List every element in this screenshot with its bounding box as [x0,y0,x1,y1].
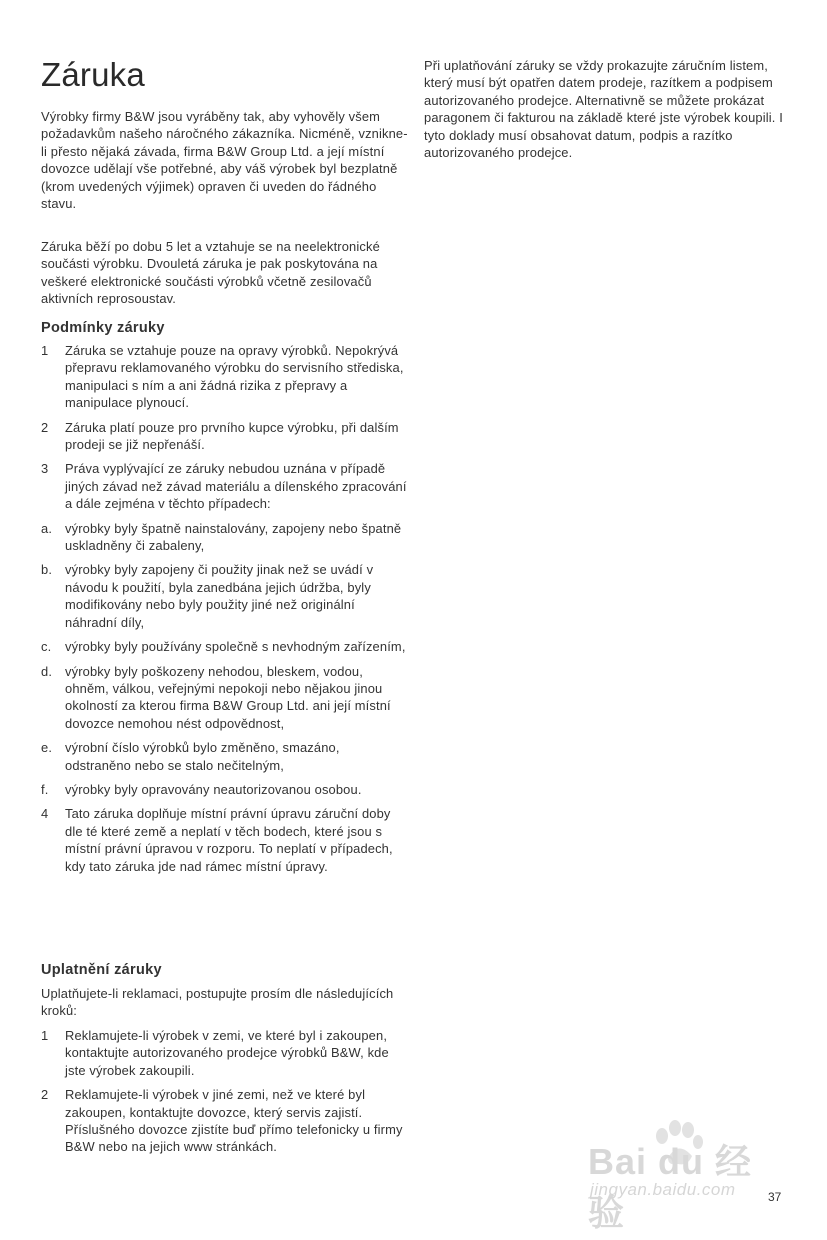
page-number: 37 [768,1190,782,1204]
intro-paragraph-1: Výrobky firmy B&W jsou vyráběny tak, aby vyhověly všem požadavkům našeho náročného zákazníka. Nicméně, vznikne-li přesto nějaká závada, firma B&W Group Ltd. a její místní dovozce udělají vše potřebné, aby váš výrobek byl bezplatně (krom uvedených výjimek) opraven či uveden do řádného stavu. [41,109,408,212]
list-item [41,781,409,798]
list-item [41,638,409,655]
list-item [41,663,409,733]
right-column-paragraph: Při uplatňování záruky se vždy prokazujte záručním listem, který musí být opatřen datem prodeje, razítkem a podpisem autorizovaného prodejce. Alternativně se můžete prokázat paragonem či fakturou na základě které jste výrobek koupili. I tyto doklady musí obsahovat datum, podpis a razítko autorizovaného prodejce. [424,58,783,161]
list-marker: 2 [41,419,49,435]
list-item-text: Reklamujete-li výrobek v jiné zemi, než ve které byl zakoupen, kontaktujte dovozce, který servis zajistí. Příslušného dovozce zjistíte buď přímo telefonicky u firmy B&W nebo na jejich www stránkách. [65,1087,403,1155]
baidu-watermark [588,1118,776,1233]
list-item-text: výrobky byly špatně nainstalovány, zapojeny nebo špatně uskladněny či zabaleny, [65,520,402,554]
list-marker: 1 [41,1028,49,1043]
page-title: Záruka [41,56,145,93]
list-item [41,1086,409,1156]
claim-heading: Uplatnění záruky [41,962,162,978]
conditions-heading: Podmínky záruky [41,320,165,336]
list-item-text: výrobní číslo výrobků bylo změněno, smazáno, odstraněno nebo se stalo nečitelným, [65,740,340,773]
list-marker: 4 [41,806,49,822]
list-item [41,342,409,412]
list-item [41,805,409,875]
list-marker: f. [41,781,49,797]
list-marker: 2 [41,1087,49,1103]
list-item-text: výrobky byly poškozeny nehodou, bleskem, vodou, ohněm, válkou, veřejnými nepokoji nebo nějakou jinou okolností za kterou firma B&W Group Ltd. ani její místní dovozce nemohou nést odpovědnost, [65,663,391,731]
list-item [41,460,409,512]
claim-list [41,1027,409,1163]
list-marker: 1 [41,343,49,358]
list-item-text: Záruka se vztahuje pouze na opravy výrobků. Nepokrývá přepravu reklamovaného výrobku do servisního střediska, manipulaci s ním a ani žádná rizika z přepravy a manipulace plynoucí. [65,343,404,411]
intro-paragraph-2: Záruka běží po dobu 5 let a vztahuje se na neelektronické součásti výrobku. Dvouletá záruka je pak poskytována na veškeré elektronické součásti výrobků včetně zesilovačů aktivních reprosoustav. [41,239,380,307]
list-marker: c. [41,639,52,655]
list-item-text: Záruka platí pouze pro prvního kupce výrobku, při dalším prodeji se již nepřenáší. [65,419,399,453]
list-item [41,419,409,454]
list-item-text: Tato záruka doplňuje místní právní úpravu záruční doby dle té které země a neplatí v těch bodech, které jsou s místní právní úpravou v rozporu. To neplatí v případech, kdy tato záruka jde nad rámec místní úpravy. [65,806,393,874]
list-item-text: Reklamujete-li výrobek v zemi, ve které byl i zakoupen, kontaktujte autorizovaného prodejce výrobků B&W, kde jste výrobek zakoupili. [65,1028,389,1078]
list-item [41,520,409,555]
conditions-list [41,342,409,882]
list-item-text: výrobky byly opravovány neautorizovanou osobou. [65,781,362,797]
list-marker: 3 [41,461,49,477]
list-marker: d. [41,663,53,679]
watermark-logo-text: Bai du 经验 [588,1141,753,1233]
list-item [41,561,409,631]
list-item [41,739,409,774]
list-item [41,1027,409,1079]
watermark-url: jingyan.baidu.com [590,1180,736,1199]
list-item-text: výrobky byly zapojeny či použity jinak než se uvádí v návodu k použití, byla zanedbána jejich údržba, byly modifikovány nebo byly použity jiné než originální náhradní díly, [65,562,374,630]
list-marker: b. [41,562,53,578]
list-item-text: Práva vyplývající ze záruky nebudou uznána v případě jiných závad než závad materiálu a dílenského zpracování a dále zejména v těchto případech: [65,461,407,512]
list-item-text: výrobky byly používány společně s nevhodným zařízením, [65,639,406,655]
claim-intro: Uplatňujete-li reklamaci, postupujte prosím dle následujících kroků: [41,986,394,1019]
list-marker: a. [41,520,53,536]
list-marker: e. [41,740,53,756]
